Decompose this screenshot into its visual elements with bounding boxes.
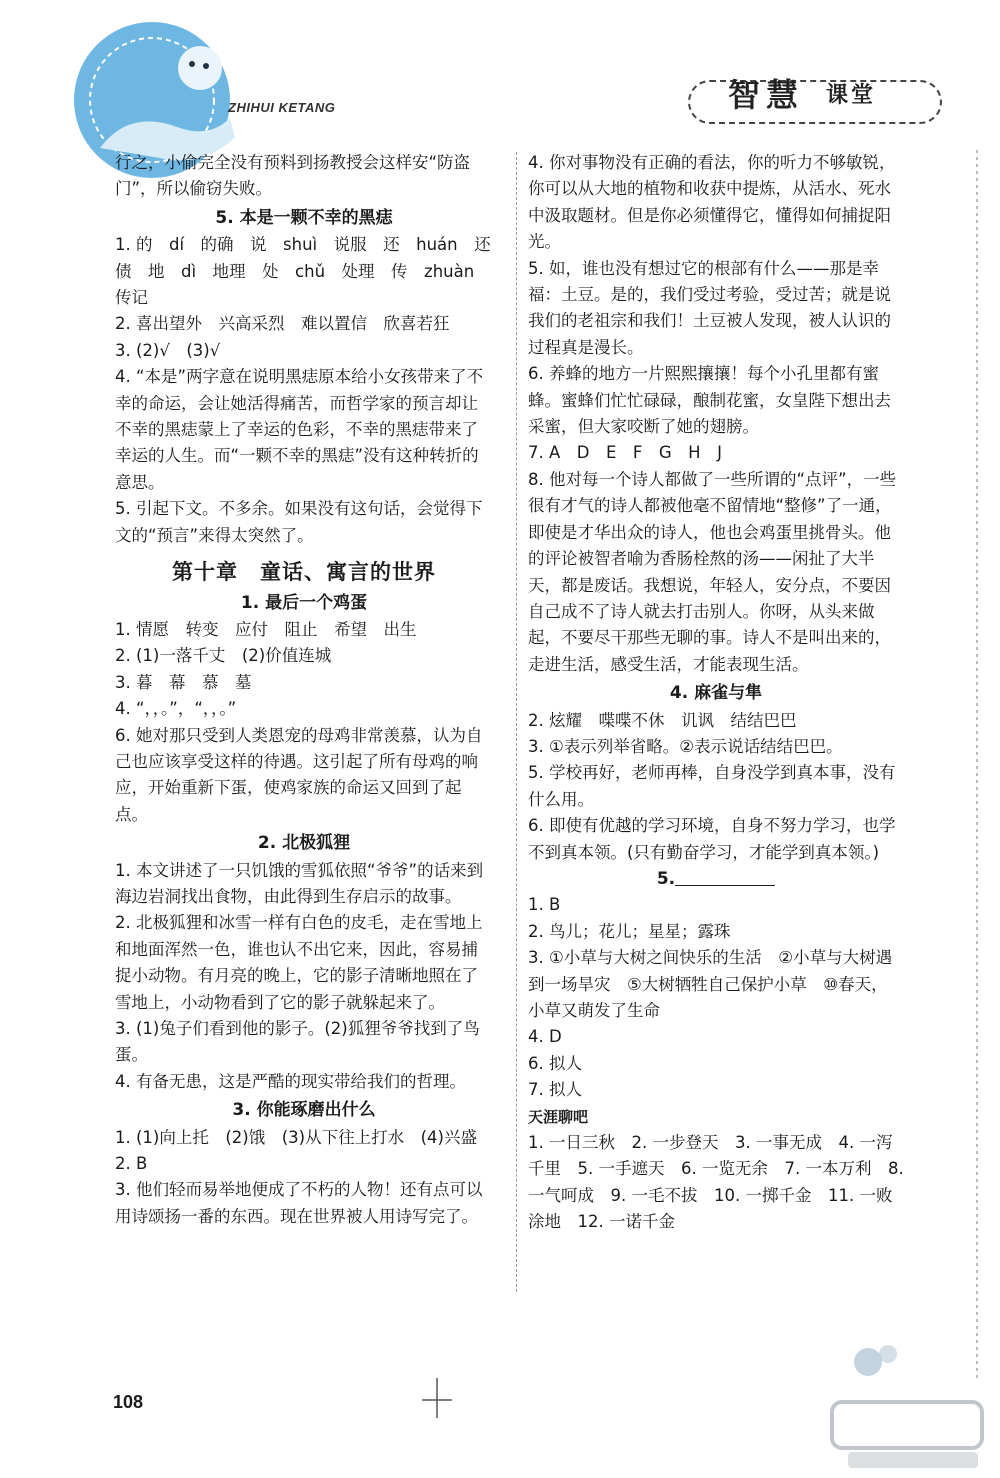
answer-line: 6. 拟人	[528, 1053, 582, 1073]
answer-line: 3. ①表示列举省略。②表示说话结结巴巴。	[528, 736, 843, 756]
watermark-logo-icon	[828, 1332, 988, 1472]
answer-line: 1. 的 dí 的确 说 shuì 说服 还 huán 还债 地 dì 地理 处 chǔ 处理 传 zhuàn 传记	[115, 235, 491, 308]
column-divider	[516, 152, 517, 1292]
answer-line: 2. (1)一落千丈 (2)价值连城	[115, 646, 332, 666]
left-column	[115, 150, 493, 1230]
answer-line: 6. 她对那只受到人类恩宠的母鸡非常羡慕，认为自己也应该享受这样的待遇。这引起了所有母鸡的响应，开始重新下蛋，使鸡家族的命运又回到了起点。	[115, 725, 483, 824]
answer-line: 4. D	[528, 1027, 562, 1047]
answer-line: 3. 他们轻而易举地便成了不朽的人物！还有点可以用诗颂扬一番的东西。现在世界被人用诗写完了。	[115, 1180, 483, 1226]
answer-line: 6. 养蜂的地方一片熙熙攘攘！每个小孔里都有蜜蜂。蜜蜂们忙忙碌碌，酿制花蜜，女皇陛下想出去采蜜，但大家咬断了她的翅膀。	[528, 364, 891, 437]
section-heading: 5. 本是一颗不幸的黑痣	[215, 207, 393, 228]
answer-line: 4. “，，。”，“，，。”	[115, 699, 237, 719]
answer-line: 1. B	[528, 895, 561, 915]
registration-mark-icon	[422, 1378, 452, 1418]
sub-heading: 天涯聊吧	[528, 1107, 589, 1126]
section-number: 5.	[656, 868, 676, 889]
answer-line: 2. B	[115, 1154, 148, 1174]
answer-line: 7. 拟人	[528, 1080, 582, 1100]
logo-frame	[688, 80, 942, 124]
answer-line: 3. 暮 幕 慕 墓	[115, 672, 252, 692]
answer-line: 5. 引起下文。不多余。如果没有这句话，会觉得下文的“预言”来得太突然了。	[115, 499, 483, 545]
answer-line: 2. 鸟儿；花儿；星星；露珠	[528, 921, 731, 941]
answer-line: 7. A D E F G H J	[528, 443, 722, 463]
section-heading: 1. 最后一个鸡蛋	[240, 592, 368, 613]
answer-line: 1. 本文讲述了一只饥饿的雪狐依照“爷爷”的话来到海边岩洞找出食物，由此得到生存启示的故事。	[115, 860, 484, 906]
page-number: 108	[113, 1392, 144, 1412]
answer-line: 4. 你对事物没有正确的看法，你的听力不够敏锐，你可以从大地的植物和收获中提炼，从活水、死水中汲取题材。但是你必须懂得它，懂得如何捕捉阳光。	[528, 153, 896, 252]
answer-line: 4. 有备无患，这是严酷的现实带给我们的哲理。	[115, 1071, 466, 1091]
answer-line: 2. 喜出望外 兴高采烈 难以置信 欣喜若狂	[115, 314, 450, 334]
answer-line: 4. “本是”两字意在说明黑痣原本给小女孩带来了不幸的命运，会让她活得痛苦，而哲学家的预言却让不幸的黑痣蒙上了幸运的色彩，不幸的黑痣带来了幸运的人生。而“一颗不幸的黑痣”没有这种转折的意思。	[115, 367, 484, 492]
section-heading	[528, 866, 904, 892]
series-logo	[688, 70, 944, 126]
chapter-heading: 第十章 童话、寓言的世界	[172, 559, 436, 585]
right-column	[528, 150, 904, 1236]
section-heading: 2. 北极狐狸	[257, 833, 351, 854]
section-heading: 3. 你能琢磨出什么	[232, 1100, 376, 1121]
answer-line: 1. 一日三秋 2. 一步登天 3. 一事无成 4. 一泻千里 5. 一手遮天 6. 一览无余 7. 一本万利 8. 一气呵成 9. 一毛不拔 10. 一掷千金 11. 一败涂地 12. 一诺千金	[528, 1133, 904, 1232]
logo-main-text: 智慧	[728, 76, 805, 114]
answer-line: 1. 情愿 转变 应付 阻止 希望 出生	[115, 619, 417, 639]
section-heading: 4. 麻雀与隼	[669, 683, 763, 704]
title-blank-line	[675, 871, 775, 886]
answer-line: 1. (1)向上托 (2)饿 (3)从下往上打水 (4)兴盛	[115, 1127, 477, 1147]
answer-line: 3. (1)兔子们看到他的影子。(2)狐狸爷爷找到了鸟蛋。	[115, 1019, 480, 1065]
answer-line: 3. (2)√ (3)√	[115, 340, 221, 360]
margin-dot-line	[976, 150, 978, 1380]
answer-line: 8. 他对每一个诗人都做了一些所谓的“点评”，一些很有才气的诗人都被他毫不留情地“整修”了一通，即使是才华出众的诗人，他也会鸡蛋里挑骨头。他的评论被智者喻为香肠栓熬的汤——闲扯了大半天，都是废话。我想说，年轻人，安分点，不要因自己成不了诗人就去打击别人。你呀，从头来做起，不要尽干那些无聊的事。诗人不是叫出来的，走进生活，感受生活，才能表现生活。	[528, 469, 897, 674]
answer-line: 2. 北极狐狸和冰雪一样有白色的皮毛，走在雪地上和地面浑然一色，谁也认不出它来，因此，容易捕捉小动物。有月亮的晚上，它的影子清晰地照在了雪地上，小动物看到了它的影子就躲起来了。	[115, 913, 483, 1012]
answer-line: 6. 即使有优越的学习环境，自身不努力学习，也学不到真本领。(只有勤奋学习，才能学到真本领。)	[528, 816, 896, 862]
answer-line: 5. 如，谁也没有想过它的根部有什么——那是幸福：土豆。是的，我们受过考验，受过苦；就是说我们的老祖宗和我们！土豆被人发现，被人认识的过程真是漫长。	[528, 258, 891, 357]
brand-text: ZHIHUI KETANG	[228, 100, 336, 115]
answer-line: 行之，小偷完全没有预料到扬教授会这样安“防盗门”，所以偷窃失败。	[115, 153, 471, 199]
logo-sub-text: 课堂	[826, 82, 877, 108]
answer-line: 2. 炫耀 喋喋不休 讥讽 结结巴巴	[528, 710, 797, 730]
answer-line: 5. 学校再好，老师再棒，自身没学到真本事，没有什么用。	[528, 763, 896, 809]
answer-line: 3. ①小草与大树之间快乐的生活 ②小草与大树遇到一场旱灾 ⑤大树牺牲自己保护小草 ⑩春天，小草又萌发了生命	[528, 948, 893, 1020]
